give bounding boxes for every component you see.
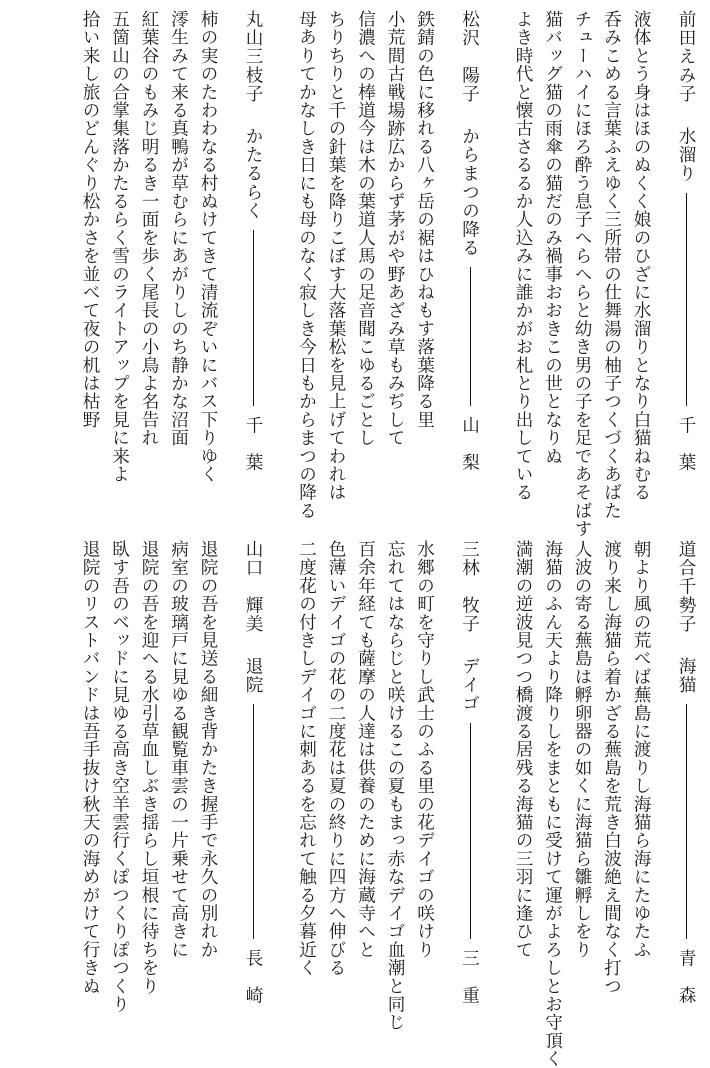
- poem-line: 鉄錆の色に移れる八ヶ岳の裾はひねもす落葉降る里: [414, 10, 435, 429]
- entry-mitsubayashi: [291, 540, 488, 1032]
- entry-header: [236, 10, 271, 472]
- poem-line: 忘れてはならじと咲けるこの夏もまっ赤なデイゴ血潮と同じ: [385, 540, 405, 1032]
- title-block: [241, 103, 266, 416]
- poem-line: 臥す吾のベッドに見ゆる高き空羊雲行くぽつくりぽつくり: [109, 540, 130, 1014]
- poem-title: 退院: [243, 657, 263, 695]
- prefecture: 千 葉: [676, 416, 696, 472]
- poem-line: 海猫のふん天より降りしをまともに受けて運がよろしとお守頂く: [542, 540, 563, 1068]
- title-block: [458, 633, 483, 949]
- title-rule: [470, 267, 471, 406]
- poem-line: 病室の玻璃戸に見ゆる観覧車雲の一片乗せて高きに: [168, 540, 189, 959]
- poem-line: 拾い来し旅のどんぐり松かさを並べて夜の机は枯野: [80, 10, 100, 429]
- author-name: 前田えみ子: [676, 10, 696, 103]
- title-rule: [686, 193, 687, 406]
- poem-line: ちりちりと千の針葉を降りこぼす大落葉松を見上げてわれは: [326, 10, 346, 502]
- poem-line: 水郷の町を守りし武士のふる里の花デイゴの咲けり: [414, 540, 435, 959]
- author-name: 山口 輝美: [243, 540, 263, 633]
- entry-maeda: [508, 10, 705, 538]
- prefecture: 長 崎: [243, 949, 263, 1005]
- prefecture: 千 葉: [243, 416, 263, 472]
- author-name: 三林 牧子: [459, 540, 480, 633]
- poem-line: 退院の吾を迎へる水引草血しぶき揺らし垣根に待ちをり: [139, 540, 159, 995]
- title-block: [674, 103, 699, 416]
- entry-header: [669, 10, 704, 472]
- poem-line: 渡り来し海猫ら着かざる蕪島を荒き白波絶え間なく打つ: [601, 540, 622, 995]
- poem-line: 母ありてかなしき日にも母のなく寂しき今日もからまつの降る: [296, 10, 317, 520]
- poem-line: 柿の実のたわわなる村ぬけてきて清流ぞいにバス下りゆく: [198, 10, 218, 484]
- title-rule: [253, 230, 254, 406]
- poem-title: かたるらく: [243, 127, 263, 220]
- poem-line: よき時代と懐古さるるか人込みに誰かがお札とり出している: [513, 10, 533, 502]
- bottom-section: [55, 540, 705, 1068]
- prefecture: 三 重: [459, 949, 480, 1005]
- poem-line: 満潮の逆波見つつ橋渡る居残る海猫の三羽に逢ひて: [513, 540, 533, 959]
- title-block: [458, 103, 483, 416]
- poem-line: 信濃への棒道今は木の葉道人馬の足音聞こゆるごとし: [355, 10, 376, 447]
- entry-matsuzawa: [291, 10, 488, 520]
- poem-line: 液体とう身はほのぬくく娘のひざに水溜りとなり白猫ねむる: [631, 10, 651, 502]
- entry-header: [453, 540, 488, 1005]
- poem-title: 海猫: [676, 657, 696, 695]
- title-block: [241, 633, 266, 949]
- poem-line: 呑みこめる言葉ふえゆく三所帯の仕舞湯の柚子つくづくあばた: [601, 10, 622, 520]
- poem-line: 紅葉谷のもみじ明るき一面を歩く尾長の小鳥よ名告れ: [139, 10, 159, 447]
- poem-line: 澪生みて来る真鴨が草むらにあがりしのち静かな沼面: [168, 10, 189, 447]
- poem-line: 五箇山の合掌集落かたるらく雪のライトアップを見に来よ: [109, 10, 130, 484]
- entry-maruyama: [75, 10, 272, 484]
- author-name: 丸山三枝子: [243, 10, 263, 103]
- poem-line: 百余年経ても薩摩の人達は供養のために海蔵寺へと: [355, 540, 376, 959]
- entry-michiai: [508, 540, 705, 1068]
- poem-line: 退院の吾を見送る細き背かたき握手で永久の別れか: [198, 540, 218, 959]
- entry-yamaguchi: [75, 540, 272, 1014]
- poem-title: デイゴ: [459, 657, 480, 713]
- prefecture: 山 梨: [459, 416, 480, 472]
- title-block: [674, 633, 699, 949]
- poem-title: からまつの降る: [459, 127, 480, 258]
- top-section: [55, 10, 705, 538]
- title-rule: [253, 704, 254, 939]
- entry-header: [236, 540, 271, 1005]
- author-name: 道合千勢子: [676, 540, 696, 633]
- poem-line: 二度花の付きしデイゴに刺あるを忘れて触る夕暮近く: [296, 540, 317, 977]
- entry-header: [669, 540, 704, 1005]
- poem-line: チューハイにほろ酔う息子へらへらと幼き男の子を足であそばす: [572, 10, 592, 538]
- author-name: 松沢 陽子: [459, 10, 480, 103]
- poem-line: 人波の寄る蕪島は孵卵器の如くに海猫ら雛孵しをり: [572, 540, 592, 959]
- title-rule: [470, 723, 471, 939]
- poem-line: 小荒間古戦場跡広からず茅がや野あざみ草もみぢして: [385, 10, 405, 447]
- poem-line: 色薄いデイゴの花の二度花は夏の終りに四方へ伸びる: [326, 540, 346, 977]
- title-rule: [686, 704, 687, 939]
- poem-title: 水溜り: [676, 127, 696, 183]
- prefecture: 青 森: [676, 949, 696, 1005]
- poem-line: 朝より風の荒べば蕪島に渡りし海猫ら海にたゆたふ: [631, 540, 651, 959]
- poem-line: 猫バッグ猫の雨傘の猫だのみ禍事おおきこの世となりぬ: [542, 10, 563, 465]
- entry-header: [453, 10, 488, 472]
- poem-line: 退院のリストバンドは吾手抜け秋天の海めがけて行きぬ: [80, 540, 100, 995]
